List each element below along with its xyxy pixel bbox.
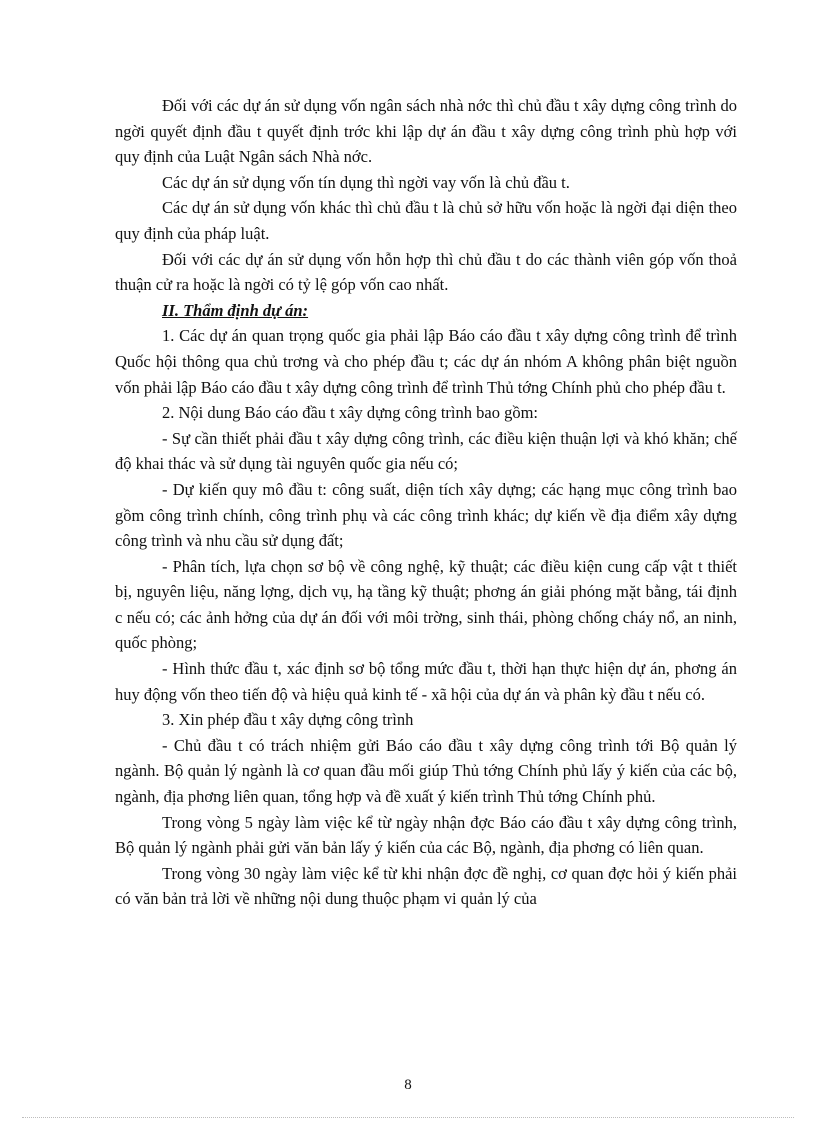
paragraph: Các dự án sử dụng vốn khác thì chủ đầu t là chủ sở hữu vốn hoặc là ngời đại diện theo quy định của pháp luật.: [115, 198, 737, 243]
paragraph: 1. Các dự án quan trọng quốc gia phải lập Báo cáo đầu t xây dựng công trình để trình Quốc hội thông qua chủ trơng và cho phép đầu t; các dự án nhóm A không phân biệt nguồn vốn phải lập Báo cáo đầu t xây dựng công trình để trình Thủ tớng Chính phủ cho phép đầu t.: [115, 326, 737, 397]
paragraph: Trong vòng 30 ngày làm việc kể từ khi nhận đợc đề nghị, cơ quan đợc hỏi ý kiến phải có văn bản trả lời về những nội dung thuộc phạm vi quản lý của: [115, 863, 737, 909]
paragraph: Đối với các dự án sử dụng vốn hỗn hợp thì chủ đầu t do các thành viên góp vốn thoả thuận cử ra hoặc là ngời có tỷ lệ góp vốn cao nhất.: [115, 249, 737, 295]
paragraph: Đối với các dự án sử dụng vốn ngân sách nhà nớc thì chủ đầu t xây dựng công trình do ngời quyết định đầu t quyết định trớc khi lập dự án đầu t xây dựng công trình phù hợp với quy định của Luật Ngân sách Nhà nớc.: [115, 96, 737, 167]
paragraph: - Chủ đầu t có trách nhiệm gửi Báo cáo đầu t xây dựng công trình tới Bộ quản lý ngành. Bộ quản lý ngành là cơ quan đầu mối giúp Thủ tớng Chính phủ lấy ý kiến của các bộ, ngành, địa phơng liên quan, tổng hợp và đề xuất ý kiến trình Thủ tớng Chính phủ.: [115, 735, 737, 807]
paragraph: Trong vòng 5 ngày làm việc kể từ ngày nhận đợc Báo cáo đầu t xây dựng công trình, Bộ quản lý ngành phải gửi văn bản lấy ý kiến của các Bộ, ngành, địa phơng có liên quan.: [115, 812, 737, 858]
paragraph: - Sự cần thiết phải đầu t xây dựng công trình, các điều kiện thuận lợi và khó khăn; chế độ khai thác và sử dụng tài nguyên quốc gia nếu có;: [115, 428, 737, 474]
paragraph: 2. Nội dung Báo cáo đầu t xây dựng công trình bao gồm:: [162, 403, 539, 423]
section-heading-text: II. Thẩm định dự án:: [162, 300, 309, 320]
paragraph: - Phân tích, lựa chọn sơ bộ về công nghệ, kỹ thuật; các điều kiện cung cấp vật t thiết bị, nguyên liệu, năng lợng, dịch vụ, hạ tầng kỹ thuật; phơng án giải phóng mặt bằng, tái định c nếu có; các ảnh hởng của dự án đối với môi trờng, sinh thái, phòng chống cháy nổ, an ninh, quốc phòng;: [115, 556, 737, 653]
document-body: [115, 93, 737, 912]
paragraph: Các dự án sử dụng vốn tín dụng thì ngời vay vốn là chủ đầu t.: [162, 172, 570, 192]
paragraph: - Hình thức đầu t, xác định sơ bộ tổng mức đầu t, thời hạn thực hiện dự án, phơng án huy động vốn theo tiến độ và hiệu quả kinh tế - xã hội của dự án và phân kỳ đầu t nếu có.: [115, 659, 737, 704]
paragraph: 3. Xin phép đầu t xây dựng công trình: [162, 710, 414, 730]
section-heading: [115, 298, 737, 324]
paragraph: - Dự kiến quy mô đầu t: công suất, diện tích xây dựng; các hạng mục công trình bao gồm công trình chính, công trình phụ và các công trình khác; dự kiến về địa điểm xây dựng công trình và nhu cầu sử dụng đất;: [115, 479, 737, 551]
page-bottom-divider: [22, 1117, 794, 1118]
page-number: 8: [404, 1077, 412, 1093]
